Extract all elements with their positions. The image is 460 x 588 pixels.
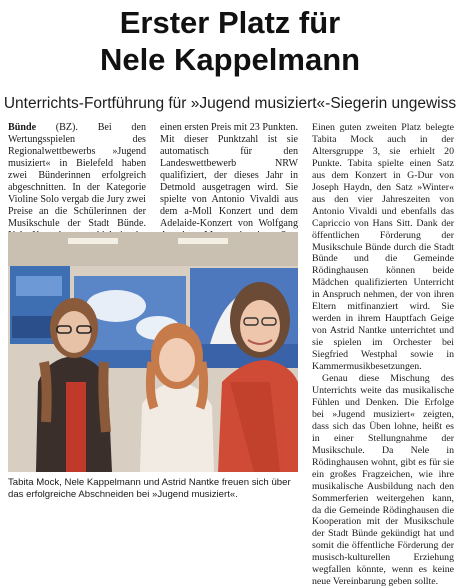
headline-line-2: Nele Kappelmann [99,42,361,77]
headline-line-1: Erster Platz für [119,5,341,40]
photo-caption: Tabita Mock, Nele Kappelmann und Astrid Nantke freuen sich über das erfolgreiche Abschneiden bei »Jugend musiziert«. [8,477,291,500]
article-photo [8,232,298,472]
paragraph-text: Bei den Wertungsspielen des Regionalwettbewerbs »Jugend musiziert« in Bielefeld haben zwei Bünderinnen erfolgreich abgeschnitten. In der Kategorie Violine Solo vergab die Jury zwei Preise an die Schülerinnen der Musikschule der Stadt Bünde. [8,122,146,229]
article-column-3 [312,122,454,588]
article-paragraph: einen ersten Preis mit 23 Punkten. Mit dieser Punktzahl ist sie automatisch für den Landeswettbewerb NRW qualifiziert, der dieses Jahr in Detmold ausgetragen wird. Sie spielte von Antonio Vivaldi aus dem a-Moll Konzert und dem Adelaide-Konzert von Wolfgang [160,122,298,229]
article-headline [0,4,460,78]
source-tag: (BZ). [55,122,78,133]
photo-illustration [8,232,298,472]
article-paragraph: Genau diese Mischung des Unterrichts weite das musikalische Fühlen und Denken. Die Erfolge bei »Jugend musiziert« zeigten, dass sich das Üben lohne, heißt es in einer Stellungnahme der Musikschule. Da Nele in Rödinghausen wohnt, gibt es für sie ein großes Fragzeichen, wie ihre musikalische Ausbildung nach den Sommerferien weitergehen kann, da die Gemeinde Rödinghausen die Kooperation mit der Musikschule der Stadt Bünde gekündigt hat und somit die öffentliche Förderung der musisch-kulturellen Erziehung wegfallen könnte, wenn es keine neue Vereinbarung geben sollte. [312,373,454,588]
dateline: Bünde [8,122,37,133]
article-subheadline: Unterrichts-Fortführung für »Jugend musiziert«-Siegerin ungewiss [3,95,457,112]
article-paragraph: Einen guten zweiten Platz belegte Tabita Mock auch in der Altersgruppe 3, sie erhielt 20 Punkte. Tabita spielte einen Satz aus dem Konzert in G-Dur von Joseph Haydn, den Satz »Winter« aus den vier Jahreszeiten von Antonio Vivaldi und ebenfalls das Capriccio von Hans Sitt. Dank der öffentlichen Förderung der Musikschule Bünde durch die Stadt Bünde und die Gemeinde Rödinghausen können beide Mädchen qualifizierten Unterricht in Anspruch nehmen, der von ihren Eltern mitfinanziert wird. Sie werden in ihrem Hauptfach Geige von Astrid Nantke unterrichtet und sie spielen im Orchester bei Siegfried Westphal sowie in Kammermusikbesetzungen. [312,122,454,373]
